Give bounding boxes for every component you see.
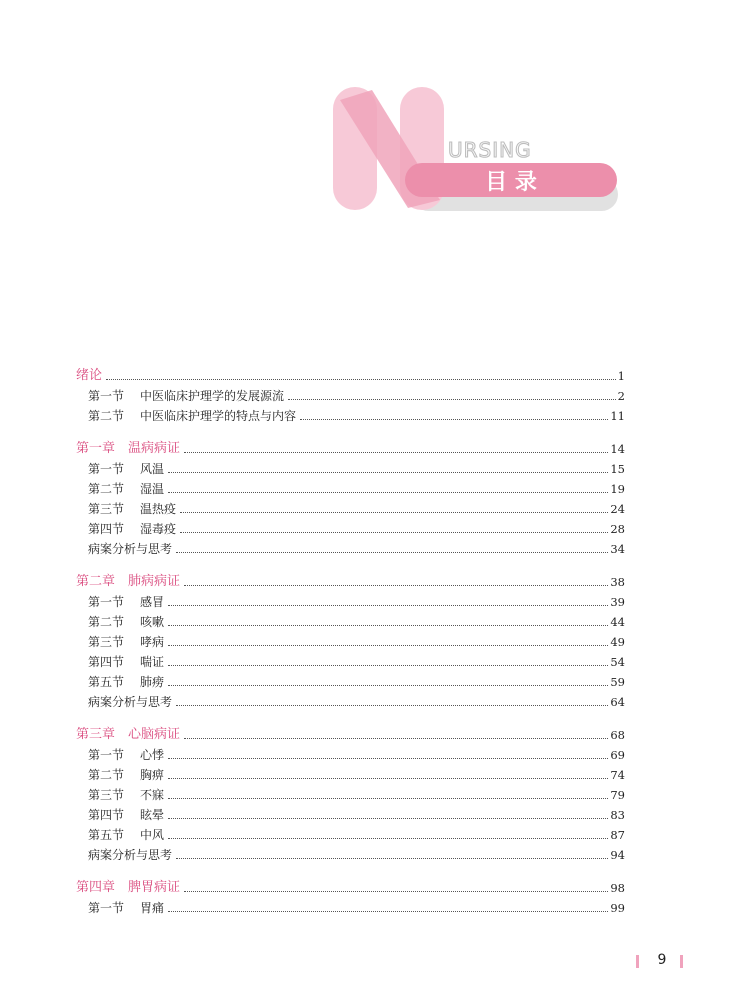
toc-page-number: 83	[610, 808, 625, 822]
footer-bar-left	[636, 955, 639, 968]
toc-section-number: 第五节	[88, 675, 125, 689]
toc-section-title: 中医临床护理学的特点与内容	[140, 409, 297, 423]
page-title: 目 录	[485, 170, 537, 195]
toc-chapter-entry[interactable]	[76, 439, 625, 459]
toc-page-number: 49	[610, 635, 625, 649]
toc-page-number: 34	[610, 542, 625, 556]
toc-section-number: 第四节	[88, 808, 125, 822]
toc-section-number: 第三节	[88, 502, 125, 516]
logo-word: URSING	[448, 138, 532, 162]
toc-dot-leader	[176, 705, 608, 706]
toc-page-number: 94	[610, 848, 625, 862]
toc-section-number: 第一节	[88, 595, 125, 609]
toc-section-entry[interactable]	[76, 519, 625, 539]
toc-dot-leader	[168, 645, 608, 646]
toc-dot-leader	[168, 492, 608, 493]
toc-section-number: 第一节	[88, 901, 125, 915]
toc-section-number: 第三节	[88, 635, 125, 649]
toc-page-number: 44	[610, 615, 625, 629]
toc-chapter-entry[interactable]	[76, 366, 625, 386]
toc-section-number: 第一节	[88, 462, 125, 476]
toc-section-entry[interactable]	[76, 825, 625, 845]
toc-section-number: 第二节	[88, 482, 125, 496]
toc-dot-leader	[168, 798, 608, 799]
toc-section-title: 胸痹	[140, 768, 165, 782]
toc-dot-leader	[168, 818, 608, 819]
toc-section-title: 喘证	[140, 655, 165, 669]
toc-section-entry[interactable]	[76, 406, 625, 426]
toc-dot-leader	[168, 665, 608, 666]
toc-section-title: 风温	[140, 462, 165, 476]
toc-chapter-title: 绪论	[76, 368, 103, 383]
toc-section-entry[interactable]	[76, 672, 625, 692]
toc-dot-leader	[168, 685, 608, 686]
toc-dot-leader	[180, 532, 608, 533]
toc-gap	[76, 559, 625, 572]
page-footer	[632, 952, 692, 974]
toc-section-entry[interactable]	[76, 745, 625, 765]
toc-section-entry[interactable]	[76, 539, 625, 559]
toc-dot-leader	[168, 911, 608, 912]
toc-page-number: 59	[610, 675, 625, 689]
toc-page-number: 64	[610, 695, 625, 709]
toc-chapter-entry[interactable]	[76, 878, 625, 898]
toc-section-number: 第一节	[88, 389, 125, 403]
toc-dot-leader	[168, 758, 608, 759]
toc-section-entry[interactable]	[76, 632, 625, 652]
toc-section-title: 感冒	[140, 595, 165, 609]
toc-section-title: 哮病	[140, 635, 165, 649]
nursing-logo-graphic	[0, 0, 730, 240]
toc-section-title: 中风	[140, 828, 165, 842]
toc-dot-leader	[176, 552, 608, 553]
toc-page-number: 98	[610, 881, 625, 895]
toc-section-title: 眩晕	[140, 808, 165, 822]
toc-page-number: 39	[610, 595, 625, 609]
toc-section-title: 病案分析与思考	[88, 848, 173, 862]
toc-dot-leader	[184, 738, 608, 739]
toc-page-number: 11	[610, 409, 625, 423]
toc-chapter-title: 第二章 肺病病证	[76, 574, 181, 589]
toc-section-number: 第二节	[88, 768, 125, 782]
toc-section-number: 第五节	[88, 828, 125, 842]
toc-dot-leader	[184, 452, 608, 453]
toc-gap	[76, 865, 625, 878]
toc-section-title: 心悸	[140, 748, 165, 762]
toc-section-number: 第一节	[88, 748, 125, 762]
toc-chapter-title: 第四章 脾胃病证	[76, 880, 181, 895]
toc-page-number: 24	[610, 502, 625, 516]
toc-page-number: 15	[610, 462, 625, 476]
toc-section-entry[interactable]	[76, 592, 625, 612]
toc-dot-leader	[184, 585, 608, 586]
toc-section-number: 第二节	[88, 409, 125, 423]
toc-section-entry[interactable]	[76, 499, 625, 519]
toc-section-entry[interactable]	[76, 652, 625, 672]
toc-dot-leader	[168, 605, 608, 606]
toc-section-title: 中医临床护理学的发展源流	[140, 389, 285, 403]
toc-section-number: 第三节	[88, 788, 125, 802]
toc-page-number: 79	[610, 788, 625, 802]
toc-page-number: 68	[610, 728, 625, 742]
toc-section-entry[interactable]	[76, 898, 625, 918]
toc-section-number: 第四节	[88, 655, 125, 669]
toc-section-title: 咳嗽	[140, 615, 165, 629]
toc-dot-leader	[176, 858, 608, 859]
toc-dot-leader	[168, 472, 608, 473]
toc-section-entry[interactable]	[76, 459, 625, 479]
toc-dot-leader	[106, 379, 616, 380]
toc-chapter-title: 第一章 温病病证	[76, 441, 181, 456]
toc-dot-leader	[168, 625, 608, 626]
toc-dot-leader	[288, 399, 616, 400]
toc-section-title: 肺痨	[140, 675, 165, 689]
toc-section-entry[interactable]	[76, 765, 625, 785]
table-of-contents	[76, 366, 625, 918]
footer-bar-right	[680, 955, 683, 968]
toc-gap	[76, 426, 625, 439]
toc-page-number: 54	[610, 655, 625, 669]
toc-page-number: 87	[610, 828, 625, 842]
toc-page-number: 74	[610, 768, 625, 782]
toc-section-number: 第二节	[88, 615, 125, 629]
toc-dot-leader	[168, 778, 608, 779]
toc-chapter-entry[interactable]	[76, 572, 625, 592]
toc-page-number: 1	[617, 369, 625, 383]
toc-dot-leader	[168, 838, 608, 839]
toc-section-entry[interactable]	[76, 785, 625, 805]
toc-chapter-entry[interactable]	[76, 725, 625, 745]
toc-page-number: 14	[610, 442, 625, 456]
toc-section-title: 胃痛	[140, 901, 165, 915]
toc-section-title: 病案分析与思考	[88, 695, 173, 709]
toc-dot-leader	[180, 512, 608, 513]
toc-page-number: 99	[610, 901, 625, 915]
toc-section-title: 温热疫	[140, 502, 177, 516]
toc-page-number: 69	[610, 748, 625, 762]
toc-section-entry[interactable]	[76, 479, 625, 499]
toc-section-entry[interactable]	[76, 805, 625, 825]
toc-page-number: 38	[610, 575, 625, 589]
toc-section-title: 病案分析与思考	[88, 542, 173, 556]
toc-section-title: 湿温	[140, 482, 165, 496]
toc-chapter-title: 第三章 心脑病证	[76, 727, 181, 742]
toc-dot-leader	[300, 419, 608, 420]
page-number: 9	[657, 952, 667, 968]
toc-section-entry[interactable]	[76, 612, 625, 632]
toc-section-number: 第四节	[88, 522, 125, 536]
toc-section-entry[interactable]	[76, 845, 625, 865]
toc-section-entry[interactable]	[76, 386, 625, 406]
toc-section-entry[interactable]	[76, 692, 625, 712]
toc-gap	[76, 712, 625, 725]
toc-section-title: 湿毒疫	[140, 522, 177, 536]
toc-page-number: 28	[610, 522, 625, 536]
toc-section-title: 不寐	[140, 788, 165, 802]
toc-page-number: 2	[617, 389, 625, 403]
toc-page-number: 19	[610, 482, 625, 496]
toc-dot-leader	[184, 891, 608, 892]
